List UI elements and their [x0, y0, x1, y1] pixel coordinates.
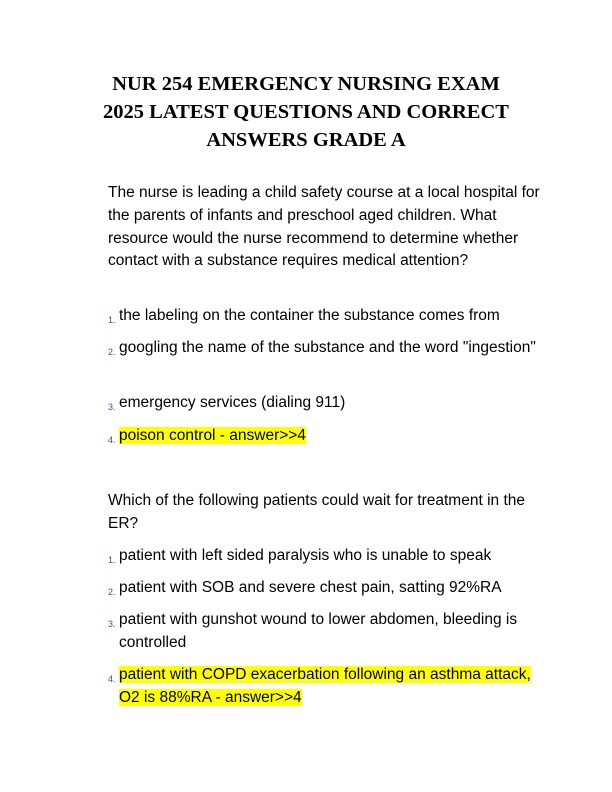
question-1-option-2	[108, 337, 548, 360]
answer-highlight: patient with COPD exacerbation following an asthma attack, O2 is 88%RA - answer>>4	[119, 666, 531, 706]
option-number: 3.	[108, 402, 116, 412]
option-text: patient with left sided paralysis who is unable to speak	[119, 547, 492, 564]
document-title	[90, 70, 522, 154]
option-number: 3.	[108, 619, 116, 629]
option-number: 4.	[108, 674, 116, 684]
option-number: 4.	[108, 435, 116, 445]
title-line: 2025 LATEST QUESTIONS AND CORRECT	[103, 101, 509, 123]
question-2-text: Which of the following patients could wait for treatment in the ER?	[108, 492, 525, 532]
option-number: 2.	[108, 347, 116, 357]
option-number: 1.	[108, 555, 116, 565]
question-2-option-3	[108, 609, 548, 655]
question-1-option-3	[108, 392, 548, 415]
question-2-option-4	[108, 664, 548, 710]
question-1-option-4	[108, 425, 548, 448]
option-text: emergency services (dialing 911)	[119, 394, 346, 411]
question-1-text: The nurse is leading a child safety course at a local hospital for the parents of infants and preschool aged children. What resource would the nurse recommend to determine whether contact with a substance requires medical attention?	[108, 184, 540, 270]
answer-highlight: poison control - answer>>4	[119, 427, 306, 444]
option-text-answer	[119, 664, 548, 710]
title-line: NUR 254 EMERGENCY NURSING EXAM	[112, 73, 500, 95]
option-number: 1.	[108, 315, 116, 325]
option-text: googling the name of the substance and the word "ingestion"	[119, 339, 536, 356]
question-1-option-1	[108, 305, 548, 328]
title-line: ANSWERS GRADE A	[206, 129, 406, 151]
question-2-option-2	[108, 577, 548, 600]
option-number: 2.	[108, 587, 116, 597]
option-text: the labeling on the container the substance comes from	[119, 307, 500, 324]
option-text-answer	[119, 425, 548, 448]
option-text: patient with SOB and severe chest pain, satting 92%RA	[119, 579, 502, 596]
question-2-option-1	[108, 545, 548, 568]
option-text: patient with gunshot wound to lower abdomen, bleeding is controlled	[119, 611, 518, 651]
